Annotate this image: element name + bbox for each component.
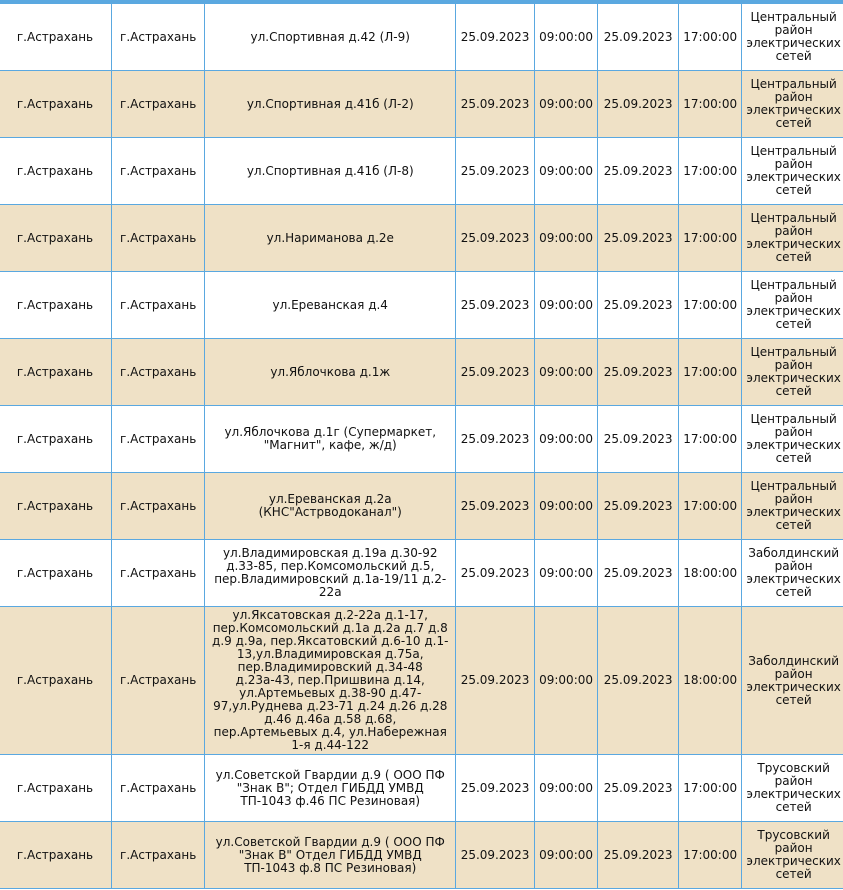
table-row xyxy=(0,205,843,272)
end-date-cell: 25.09.2023 xyxy=(598,272,679,339)
address-cell: ул.Нариманова д.2е xyxy=(205,205,456,272)
end-time-cell: 17:00:00 xyxy=(679,406,742,473)
start-time-cell: 09:00:00 xyxy=(534,4,597,71)
end-time-cell: 17:00:00 xyxy=(679,205,742,272)
end-time-cell: 17:00:00 xyxy=(679,755,742,822)
locality-cell: г.Астрахань xyxy=(112,607,205,755)
locality-cell: г.Астрахань xyxy=(112,540,205,607)
address-cell: ул.Ереванская д.4 xyxy=(205,272,456,339)
locality-cell: г.Астрахань xyxy=(112,272,205,339)
region-cell: г.Астрахань xyxy=(0,473,112,540)
address-cell: ул.Яксатовская д.2-22а д.1-17, пер.Комсомольский д.1а д.2а д.7 д.8 д.9 д.9а, пер.Яксатовский д.6-10 д.1-13,ул.Владимировская д.75а, пер.Владимировский д.34-48 д.23а-43, пер.Пришвина д.14, ул.Артемьевых д.38-90 д.47-97,ул.Руднева д.23-71 д.24 д.26 д.28 д.46 д.46а д.58 д.68, пер.Артемьевых д.4, ул.Набережная 1-я д.44-122 xyxy=(205,607,456,755)
table-row xyxy=(0,540,843,607)
network-district-cell: Центральный район электрических сетей xyxy=(742,406,843,473)
region-cell: г.Астрахань xyxy=(0,138,112,205)
locality-cell: г.Астрахань xyxy=(112,138,205,205)
start-time-cell: 09:00:00 xyxy=(534,339,597,406)
start-time-cell: 09:00:00 xyxy=(534,607,597,755)
address-cell: ул.Владимировская д.19а д.30-92 д.33-85, пер.Комсомольский д.5, пер.Владимировский д.1а-19/11 д.2-22а xyxy=(205,540,456,607)
table-row xyxy=(0,607,843,755)
start-time-cell: 09:00:00 xyxy=(534,406,597,473)
region-cell: г.Астрахань xyxy=(0,4,112,71)
end-date-cell: 25.09.2023 xyxy=(598,4,679,71)
end-time-cell: 18:00:00 xyxy=(679,540,742,607)
end-date-cell: 25.09.2023 xyxy=(598,822,679,889)
address-cell: ул.Ереванская д.2а (КНС"Астрводоканал") xyxy=(205,473,456,540)
end-time-cell: 17:00:00 xyxy=(679,822,742,889)
table-row xyxy=(0,339,843,406)
end-date-cell: 25.09.2023 xyxy=(598,473,679,540)
start-time-cell: 09:00:00 xyxy=(534,205,597,272)
start-date-cell: 25.09.2023 xyxy=(456,540,535,607)
end-date-cell: 25.09.2023 xyxy=(598,205,679,272)
end-time-cell: 17:00:00 xyxy=(679,272,742,339)
region-cell: г.Астрахань xyxy=(0,607,112,755)
region-cell: г.Астрахань xyxy=(0,406,112,473)
address-cell: ул.Спортивная д.41б (Л-2) xyxy=(205,71,456,138)
locality-cell: г.Астрахань xyxy=(112,406,205,473)
end-time-cell: 17:00:00 xyxy=(679,71,742,138)
end-time-cell: 17:00:00 xyxy=(679,339,742,406)
table-row xyxy=(0,406,843,473)
address-cell: ул.Спортивная д.42 (Л-9) xyxy=(205,4,456,71)
start-time-cell: 09:00:00 xyxy=(534,138,597,205)
start-time-cell: 09:00:00 xyxy=(534,822,597,889)
address-cell: ул.Спортивная д.41б (Л-8) xyxy=(205,138,456,205)
network-district-cell: Заболдинский район электрических сетей xyxy=(742,540,843,607)
end-date-cell: 25.09.2023 xyxy=(598,71,679,138)
network-district-cell: Центральный район электрических сетей xyxy=(742,205,843,272)
start-date-cell: 25.09.2023 xyxy=(456,272,535,339)
table-row xyxy=(0,4,843,71)
start-date-cell: 25.09.2023 xyxy=(456,406,535,473)
address-cell: ул.Советской Гвардии д.9 ( ООО ПФ "Знак В" Отдел ГИБДД УМВД ТП-1043 ф.8 ПС Резиновая) xyxy=(205,822,456,889)
region-cell: г.Астрахань xyxy=(0,205,112,272)
end-date-cell: 25.09.2023 xyxy=(598,138,679,205)
end-date-cell: 25.09.2023 xyxy=(598,607,679,755)
table-row xyxy=(0,473,843,540)
locality-cell: г.Астрахань xyxy=(112,339,205,406)
region-cell: г.Астрахань xyxy=(0,339,112,406)
network-district-cell: Трусовский район электрических сетей xyxy=(742,822,843,889)
start-date-cell: 25.09.2023 xyxy=(456,473,535,540)
locality-cell: г.Астрахань xyxy=(112,4,205,71)
region-cell: г.Астрахань xyxy=(0,272,112,339)
network-district-cell: Центральный район электрических сетей xyxy=(742,71,843,138)
start-date-cell: 25.09.2023 xyxy=(456,755,535,822)
end-time-cell: 17:00:00 xyxy=(679,4,742,71)
network-district-cell: Центральный район электрических сетей xyxy=(742,272,843,339)
network-district-cell: Центральный район электрических сетей xyxy=(742,4,843,71)
network-district-cell: Заболдинский район электрических сетей xyxy=(742,607,843,755)
table-row xyxy=(0,822,843,889)
end-date-cell: 25.09.2023 xyxy=(598,339,679,406)
locality-cell: г.Астрахань xyxy=(112,71,205,138)
locality-cell: г.Астрахань xyxy=(112,822,205,889)
start-time-cell: 09:00:00 xyxy=(534,540,597,607)
start-date-cell: 25.09.2023 xyxy=(456,4,535,71)
region-cell: г.Астрахань xyxy=(0,71,112,138)
network-district-cell: Трусовский район электрических сетей xyxy=(742,755,843,822)
outage-schedule-table xyxy=(0,3,843,889)
address-cell: ул.Яблочкова д.1г (Супермаркет, "Магнит", кафе, ж/д) xyxy=(205,406,456,473)
address-cell: ул.Яблочкова д.1ж xyxy=(205,339,456,406)
region-cell: г.Астрахань xyxy=(0,755,112,822)
locality-cell: г.Астрахань xyxy=(112,473,205,540)
start-time-cell: 09:00:00 xyxy=(534,755,597,822)
start-date-cell: 25.09.2023 xyxy=(456,71,535,138)
end-time-cell: 18:00:00 xyxy=(679,607,742,755)
start-date-cell: 25.09.2023 xyxy=(456,205,535,272)
network-district-cell: Центральный район электрических сетей xyxy=(742,473,843,540)
end-time-cell: 17:00:00 xyxy=(679,473,742,540)
end-date-cell: 25.09.2023 xyxy=(598,755,679,822)
end-date-cell: 25.09.2023 xyxy=(598,540,679,607)
start-date-cell: 25.09.2023 xyxy=(456,607,535,755)
region-cell: г.Астрахань xyxy=(0,822,112,889)
start-date-cell: 25.09.2023 xyxy=(456,138,535,205)
table-row xyxy=(0,138,843,205)
table-row xyxy=(0,71,843,138)
start-date-cell: 25.09.2023 xyxy=(456,339,535,406)
start-date-cell: 25.09.2023 xyxy=(456,822,535,889)
address-cell: ул.Советской Гвардии д.9 ( ООО ПФ "Знак В"; Отдел ГИБДД УМВД ТП-1043 ф.46 ПС Резиновая) xyxy=(205,755,456,822)
end-date-cell: 25.09.2023 xyxy=(598,406,679,473)
locality-cell: г.Астрахань xyxy=(112,205,205,272)
network-district-cell: Центральный район электрических сетей xyxy=(742,339,843,406)
end-time-cell: 17:00:00 xyxy=(679,138,742,205)
start-time-cell: 09:00:00 xyxy=(534,272,597,339)
network-district-cell: Центральный район электрических сетей xyxy=(742,138,843,205)
start-time-cell: 09:00:00 xyxy=(534,71,597,138)
region-cell: г.Астрахань xyxy=(0,540,112,607)
start-time-cell: 09:00:00 xyxy=(534,473,597,540)
table-row xyxy=(0,272,843,339)
table-row xyxy=(0,755,843,822)
locality-cell: г.Астрахань xyxy=(112,755,205,822)
